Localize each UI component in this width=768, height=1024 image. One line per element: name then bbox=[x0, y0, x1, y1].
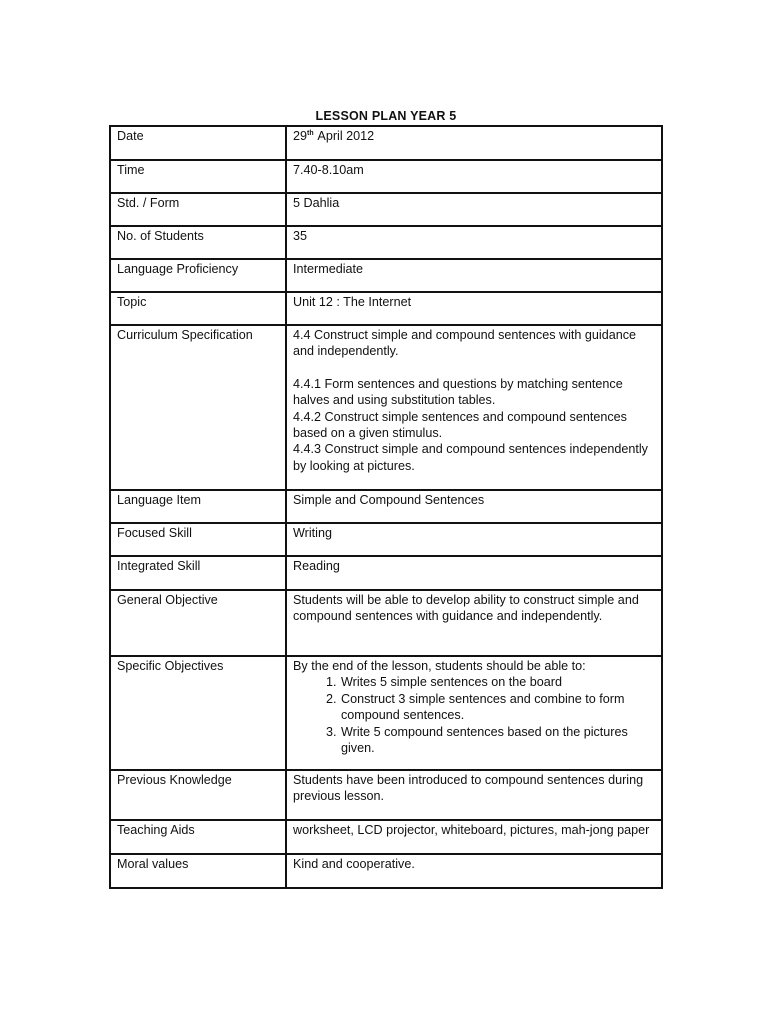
proficiency-label: Language Proficiency bbox=[110, 259, 286, 292]
language-item-value: Simple and Compound Sentences bbox=[286, 490, 662, 523]
language-item-label: Language Item bbox=[110, 490, 286, 523]
objective-item: 1. Writes 5 simple sentences on the board bbox=[340, 674, 655, 690]
specific-objectives-label: Specific Objectives bbox=[110, 656, 286, 770]
previous-knowledge-value: Students have been introduced to compound sentences during previous lesson. bbox=[286, 770, 662, 820]
objective-item: 2. Construct 3 simple sentences and combine to form compound sentences. bbox=[340, 691, 655, 724]
row-language-item bbox=[110, 490, 662, 523]
time-label: Time bbox=[110, 160, 286, 193]
curriculum-value bbox=[286, 325, 662, 490]
date-label: Date bbox=[110, 126, 286, 160]
row-std-form bbox=[110, 193, 662, 226]
row-moral-values bbox=[110, 854, 662, 888]
students-value: 35 bbox=[286, 226, 662, 259]
curriculum-sub-2: 4.4.2 Construct simple sentences and compound sentences based on a given stimulus. bbox=[293, 409, 627, 441]
curriculum-sub-1: 4.4.1 Form sentences and questions by matching sentence halves and using substitution tables. bbox=[293, 376, 623, 408]
row-general-objective bbox=[110, 590, 662, 656]
integrated-skill-value: Reading bbox=[286, 556, 662, 590]
row-curriculum bbox=[110, 325, 662, 490]
previous-knowledge-label: Previous Knowledge bbox=[110, 770, 286, 820]
objectives-list bbox=[293, 674, 655, 756]
row-students bbox=[110, 226, 662, 259]
row-previous-knowledge bbox=[110, 770, 662, 820]
row-teaching-aids bbox=[110, 820, 662, 854]
date-rest: April 2012 bbox=[314, 129, 375, 143]
curriculum-sub-3: 4.4.3 Construct simple and compound sentences independently by looking at pictures. bbox=[293, 442, 648, 473]
objective-item: 3. Write 5 compound sentences based on the pictures given. bbox=[340, 724, 655, 757]
teaching-aids-label: Teaching Aids bbox=[110, 820, 286, 854]
specific-objectives-intro: By the end of the lesson, students should be able to: bbox=[293, 659, 586, 673]
integrated-skill-label: Integrated Skill bbox=[110, 556, 286, 590]
curriculum-main: 4.4 Construct simple and compound sentences with guidance and independently. bbox=[293, 328, 637, 359]
lesson-plan-table bbox=[109, 125, 663, 889]
row-focused-skill bbox=[110, 523, 662, 556]
students-label: No. of Students bbox=[110, 226, 286, 259]
date-value bbox=[286, 126, 662, 160]
date-day: 29 bbox=[293, 129, 308, 143]
row-date bbox=[110, 126, 662, 160]
curriculum-label: Curriculum Specification bbox=[110, 325, 286, 490]
date-ordinal: th bbox=[307, 130, 314, 137]
proficiency-value: Intermediate bbox=[286, 259, 662, 292]
specific-objectives-value bbox=[286, 656, 662, 770]
row-integrated-skill bbox=[110, 556, 662, 590]
moral-values-label: Moral values bbox=[110, 854, 286, 888]
topic-value: Unit 12 : The Internet bbox=[286, 292, 662, 325]
focused-skill-value: Writing bbox=[286, 523, 662, 556]
topic-label: Topic bbox=[110, 292, 286, 325]
std-form-value: 5 Dahlia bbox=[286, 193, 662, 226]
row-proficiency bbox=[110, 259, 662, 292]
focused-skill-label: Focused Skill bbox=[110, 523, 286, 556]
document-title: LESSON PLAN YEAR 5 bbox=[315, 109, 457, 123]
row-topic bbox=[110, 292, 662, 325]
teaching-aids-value: worksheet, LCD projector, whiteboard, pictures, mah-jong paper bbox=[286, 820, 662, 854]
time-value: 7.40-8.10am bbox=[286, 160, 662, 193]
row-specific-objectives bbox=[110, 656, 662, 770]
general-objective-label: General Objective bbox=[110, 590, 286, 656]
general-objective-value: Students will be able to develop ability to construct simple and compound sentences with guidance and independently. bbox=[286, 590, 662, 656]
moral-values-value: Kind and cooperative. bbox=[286, 854, 662, 888]
row-time bbox=[110, 160, 662, 193]
std-form-label: Std. / Form bbox=[110, 193, 286, 226]
